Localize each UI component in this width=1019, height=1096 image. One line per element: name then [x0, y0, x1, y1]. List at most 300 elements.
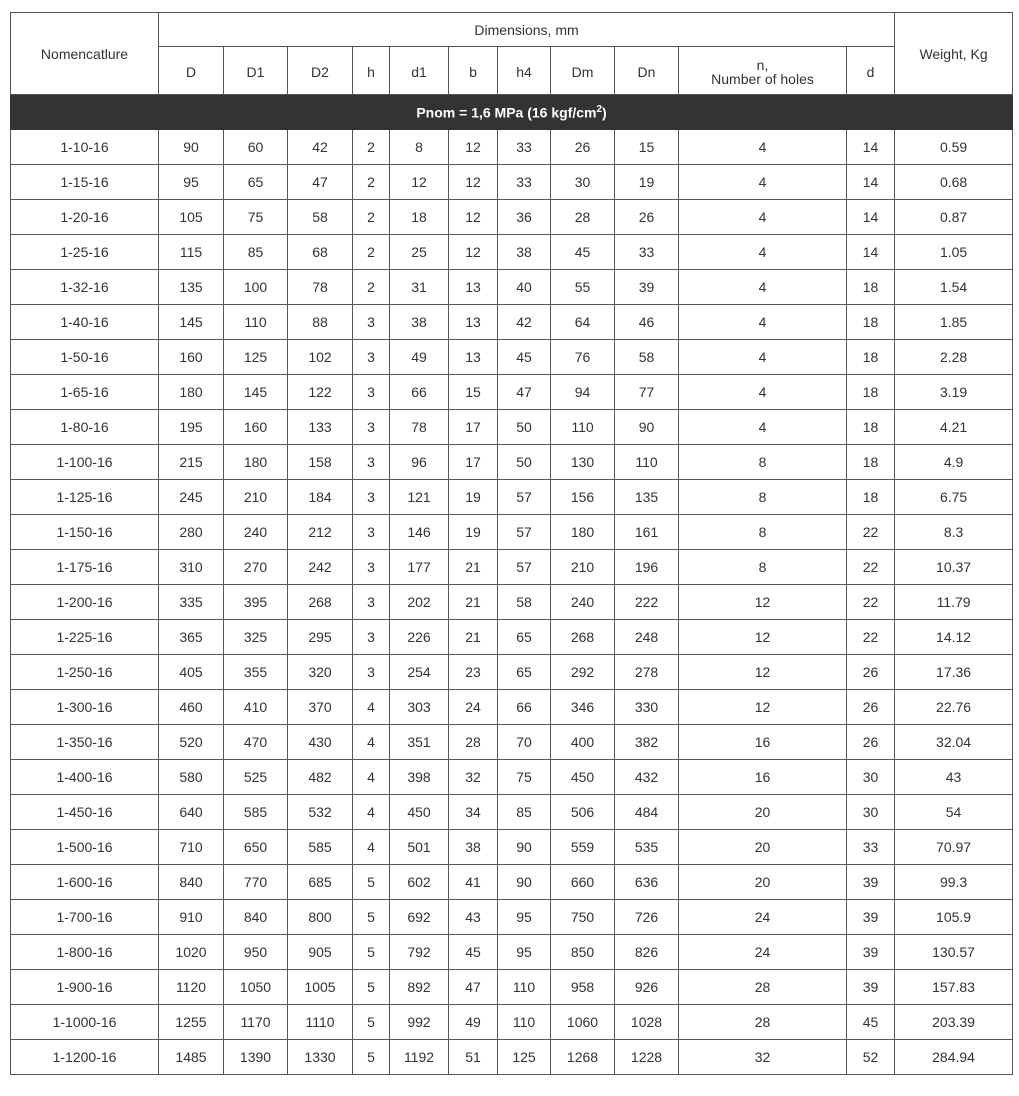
cell-b: 21 — [449, 550, 498, 585]
cell-nomenclature: 1-700-16 — [11, 900, 159, 935]
cell-D2: 1330 — [288, 1040, 353, 1075]
pressure-label-superscript: 2 — [596, 103, 603, 115]
cell-Dn: 19 — [615, 165, 679, 200]
cell-b: 19 — [449, 480, 498, 515]
col-header-Dn: Dn — [615, 47, 679, 95]
cell-weight: 14.12 — [895, 620, 1013, 655]
cell-Dm: 30 — [551, 165, 615, 200]
cell-nomenclature: 1-125-16 — [11, 480, 159, 515]
cell-h: 2 — [353, 130, 390, 165]
cell-D: 160 — [159, 340, 224, 375]
cell-D1: 770 — [224, 865, 288, 900]
table-row — [11, 375, 1013, 410]
table-row — [11, 515, 1013, 550]
cell-d: 18 — [847, 270, 895, 305]
cell-number-of-holes: 24 — [679, 900, 847, 935]
cell-d: 39 — [847, 865, 895, 900]
cell-b: 12 — [449, 200, 498, 235]
cell-h: 5 — [353, 1040, 390, 1075]
cell-d1: 602 — [390, 865, 449, 900]
cell-number-of-holes: 16 — [679, 725, 847, 760]
cell-Dn: 77 — [615, 375, 679, 410]
cell-b: 19 — [449, 515, 498, 550]
cell-Dm: 750 — [551, 900, 615, 935]
cell-nomenclature: 1-250-16 — [11, 655, 159, 690]
cell-D2: 212 — [288, 515, 353, 550]
cell-Dm: 346 — [551, 690, 615, 725]
cell-b: 41 — [449, 865, 498, 900]
cell-nomenclature: 1-1200-16 — [11, 1040, 159, 1075]
cell-D2: 42 — [288, 130, 353, 165]
table-row — [11, 305, 1013, 340]
cell-h: 3 — [353, 340, 390, 375]
cell-weight: 54 — [895, 795, 1013, 830]
cell-b: 12 — [449, 130, 498, 165]
table-row — [11, 655, 1013, 690]
cell-D1: 1050 — [224, 970, 288, 1005]
cell-d1: 450 — [390, 795, 449, 830]
cell-weight: 70.97 — [895, 830, 1013, 865]
cell-D2: 585 — [288, 830, 353, 865]
cell-D2: 430 — [288, 725, 353, 760]
cell-Dn: 196 — [615, 550, 679, 585]
table-row — [11, 1005, 1013, 1040]
cell-D: 105 — [159, 200, 224, 235]
cell-d1: 992 — [390, 1005, 449, 1040]
cell-h4: 57 — [498, 515, 551, 550]
cell-number-of-holes: 8 — [679, 515, 847, 550]
cell-h4: 85 — [498, 795, 551, 830]
cell-d1: 66 — [390, 375, 449, 410]
cell-weight: 130.57 — [895, 935, 1013, 970]
col-header-Dm: Dm — [551, 47, 615, 95]
table-row — [11, 445, 1013, 480]
cell-d1: 226 — [390, 620, 449, 655]
cell-number-of-holes: 4 — [679, 375, 847, 410]
cell-b: 28 — [449, 725, 498, 760]
cell-weight: 99.3 — [895, 865, 1013, 900]
cell-D2: 184 — [288, 480, 353, 515]
cell-number-of-holes: 20 — [679, 795, 847, 830]
cell-Dm: 64 — [551, 305, 615, 340]
cell-d1: 78 — [390, 410, 449, 445]
col-header-d: d — [847, 47, 895, 95]
cell-nomenclature: 1-200-16 — [11, 585, 159, 620]
cell-weight: 1.05 — [895, 235, 1013, 270]
cell-d: 22 — [847, 620, 895, 655]
table-row — [11, 830, 1013, 865]
cell-D1: 145 — [224, 375, 288, 410]
cell-weight: 0.68 — [895, 165, 1013, 200]
cell-Dn: 636 — [615, 865, 679, 900]
cell-D2: 242 — [288, 550, 353, 585]
cell-h: 5 — [353, 865, 390, 900]
col-header-D1: D1 — [224, 47, 288, 95]
cell-D1: 950 — [224, 935, 288, 970]
cell-d: 26 — [847, 690, 895, 725]
cell-nomenclature: 1-800-16 — [11, 935, 159, 970]
cell-number-of-holes: 8 — [679, 480, 847, 515]
table-row — [11, 690, 1013, 725]
cell-Dn: 222 — [615, 585, 679, 620]
cell-Dm: 559 — [551, 830, 615, 865]
cell-Dn: 926 — [615, 970, 679, 1005]
cell-d: 26 — [847, 655, 895, 690]
cell-h4: 58 — [498, 585, 551, 620]
cell-nomenclature: 1-350-16 — [11, 725, 159, 760]
cell-d: 52 — [847, 1040, 895, 1075]
cell-D2: 800 — [288, 900, 353, 935]
cell-weight: 8.3 — [895, 515, 1013, 550]
cell-h: 2 — [353, 200, 390, 235]
cell-nomenclature: 1-20-16 — [11, 200, 159, 235]
cell-Dn: 33 — [615, 235, 679, 270]
cell-D: 910 — [159, 900, 224, 935]
cell-D: 180 — [159, 375, 224, 410]
cell-D: 115 — [159, 235, 224, 270]
cell-h4: 95 — [498, 900, 551, 935]
cell-h: 3 — [353, 480, 390, 515]
cell-b: 23 — [449, 655, 498, 690]
cell-weight: 4.21 — [895, 410, 1013, 445]
table-row — [11, 900, 1013, 935]
cell-h4: 47 — [498, 375, 551, 410]
col-header-number-of-holes — [679, 47, 847, 95]
cell-h4: 110 — [498, 1005, 551, 1040]
cell-weight: 284.94 — [895, 1040, 1013, 1075]
cell-h: 2 — [353, 235, 390, 270]
cell-D: 365 — [159, 620, 224, 655]
cell-D1: 355 — [224, 655, 288, 690]
cell-b: 45 — [449, 935, 498, 970]
cell-d1: 25 — [390, 235, 449, 270]
table-row — [11, 410, 1013, 445]
col-header-d1: d1 — [390, 47, 449, 95]
cell-Dn: 135 — [615, 480, 679, 515]
dimensions-group-header: Dimensions, mm — [159, 13, 895, 47]
cell-D: 95 — [159, 165, 224, 200]
cell-h4: 40 — [498, 270, 551, 305]
cell-D2: 1005 — [288, 970, 353, 1005]
cell-d: 18 — [847, 410, 895, 445]
table-row — [11, 130, 1013, 165]
cell-Dm: 156 — [551, 480, 615, 515]
flange-dimensions-table — [10, 12, 1013, 1075]
table-row — [11, 480, 1013, 515]
cell-D: 710 — [159, 830, 224, 865]
cell-Dn: 58 — [615, 340, 679, 375]
table-row — [11, 340, 1013, 375]
cell-h4: 65 — [498, 620, 551, 655]
cell-d1: 501 — [390, 830, 449, 865]
cell-d: 39 — [847, 970, 895, 1005]
pressure-label: Pnom = 1,6 MPa (16 kgf/cm — [416, 104, 597, 121]
cell-h4: 50 — [498, 410, 551, 445]
cell-d1: 49 — [390, 340, 449, 375]
cell-weight: 43 — [895, 760, 1013, 795]
cell-nomenclature: 1-300-16 — [11, 690, 159, 725]
cell-Dn: 826 — [615, 935, 679, 970]
cell-d1: 351 — [390, 725, 449, 760]
cell-h4: 57 — [498, 480, 551, 515]
cell-Dn: 26 — [615, 200, 679, 235]
cell-D1: 270 — [224, 550, 288, 585]
cell-Dm: 292 — [551, 655, 615, 690]
cell-nomenclature: 1-450-16 — [11, 795, 159, 830]
cell-d: 18 — [847, 305, 895, 340]
cell-Dn: 726 — [615, 900, 679, 935]
cell-number-of-holes: 12 — [679, 585, 847, 620]
n-label: n, — [756, 56, 769, 73]
cell-weight: 2.28 — [895, 340, 1013, 375]
cell-h4: 125 — [498, 1040, 551, 1075]
cell-number-of-holes: 4 — [679, 200, 847, 235]
cell-nomenclature: 1-50-16 — [11, 340, 159, 375]
cell-D1: 410 — [224, 690, 288, 725]
cell-D2: 158 — [288, 445, 353, 480]
cell-number-of-holes: 4 — [679, 340, 847, 375]
cell-h: 5 — [353, 935, 390, 970]
table-row — [11, 760, 1013, 795]
cell-Dn: 161 — [615, 515, 679, 550]
cell-d1: 12 — [390, 165, 449, 200]
cell-d: 18 — [847, 445, 895, 480]
cell-h: 3 — [353, 655, 390, 690]
cell-D2: 47 — [288, 165, 353, 200]
table-body — [11, 130, 1013, 1075]
cell-d: 22 — [847, 585, 895, 620]
cell-d: 30 — [847, 795, 895, 830]
cell-h4: 95 — [498, 935, 551, 970]
cell-D1: 65 — [224, 165, 288, 200]
cell-h4: 110 — [498, 970, 551, 1005]
cell-D: 405 — [159, 655, 224, 690]
weight-header: Weight, Kg — [895, 13, 1013, 95]
cell-number-of-holes: 4 — [679, 130, 847, 165]
cell-d1: 31 — [390, 270, 449, 305]
cell-weight: 0.87 — [895, 200, 1013, 235]
cell-h4: 50 — [498, 445, 551, 480]
cell-nomenclature: 1-400-16 — [11, 760, 159, 795]
cell-d: 45 — [847, 1005, 895, 1040]
cell-b: 38 — [449, 830, 498, 865]
table-row — [11, 1040, 1013, 1075]
cell-Dm: 55 — [551, 270, 615, 305]
cell-Dm: 94 — [551, 375, 615, 410]
cell-d: 18 — [847, 480, 895, 515]
cell-number-of-holes: 4 — [679, 235, 847, 270]
cell-D1: 470 — [224, 725, 288, 760]
cell-Dm: 110 — [551, 410, 615, 445]
cell-D1: 110 — [224, 305, 288, 340]
cell-nomenclature: 1-25-16 — [11, 235, 159, 270]
pressure-section-banner — [11, 95, 1013, 130]
number-of-holes-label: Number of holes — [711, 70, 814, 87]
cell-h: 3 — [353, 620, 390, 655]
cell-D2: 88 — [288, 305, 353, 340]
cell-D: 520 — [159, 725, 224, 760]
cell-d1: 146 — [390, 515, 449, 550]
cell-d1: 692 — [390, 900, 449, 935]
cell-d: 33 — [847, 830, 895, 865]
cell-d1: 254 — [390, 655, 449, 690]
cell-D1: 180 — [224, 445, 288, 480]
cell-D2: 122 — [288, 375, 353, 410]
col-header-D2: D2 — [288, 47, 353, 95]
cell-h: 5 — [353, 900, 390, 935]
cell-h4: 42 — [498, 305, 551, 340]
cell-D2: 78 — [288, 270, 353, 305]
cell-D: 580 — [159, 760, 224, 795]
cell-D1: 585 — [224, 795, 288, 830]
table-row — [11, 725, 1013, 760]
cell-h: 3 — [353, 375, 390, 410]
cell-Dn: 90 — [615, 410, 679, 445]
col-header-h: h — [353, 47, 390, 95]
cell-D1: 160 — [224, 410, 288, 445]
cell-weight: 10.37 — [895, 550, 1013, 585]
cell-d: 22 — [847, 515, 895, 550]
cell-b: 15 — [449, 375, 498, 410]
cell-D: 280 — [159, 515, 224, 550]
cell-Dn: 432 — [615, 760, 679, 795]
cell-D2: 102 — [288, 340, 353, 375]
cell-d1: 398 — [390, 760, 449, 795]
cell-b: 24 — [449, 690, 498, 725]
cell-D: 215 — [159, 445, 224, 480]
cell-b: 34 — [449, 795, 498, 830]
cell-h4: 45 — [498, 340, 551, 375]
cell-Dn: 39 — [615, 270, 679, 305]
cell-Dn: 535 — [615, 830, 679, 865]
cell-d1: 792 — [390, 935, 449, 970]
cell-D: 245 — [159, 480, 224, 515]
cell-D2: 268 — [288, 585, 353, 620]
cell-weight: 105.9 — [895, 900, 1013, 935]
cell-Dm: 26 — [551, 130, 615, 165]
cell-D1: 840 — [224, 900, 288, 935]
cell-d: 22 — [847, 550, 895, 585]
cell-Dm: 130 — [551, 445, 615, 480]
cell-b: 21 — [449, 585, 498, 620]
cell-D1: 60 — [224, 130, 288, 165]
cell-number-of-holes: 12 — [679, 655, 847, 690]
cell-h4: 38 — [498, 235, 551, 270]
cell-D2: 295 — [288, 620, 353, 655]
cell-D2: 905 — [288, 935, 353, 970]
cell-b: 17 — [449, 410, 498, 445]
cell-b: 12 — [449, 235, 498, 270]
cell-D: 1485 — [159, 1040, 224, 1075]
cell-h: 4 — [353, 690, 390, 725]
cell-D1: 85 — [224, 235, 288, 270]
cell-h4: 90 — [498, 830, 551, 865]
cell-b: 49 — [449, 1005, 498, 1040]
cell-weight: 0.59 — [895, 130, 1013, 165]
cell-h: 3 — [353, 550, 390, 585]
cell-d1: 202 — [390, 585, 449, 620]
cell-Dn: 484 — [615, 795, 679, 830]
cell-h4: 33 — [498, 165, 551, 200]
cell-D2: 370 — [288, 690, 353, 725]
cell-b: 32 — [449, 760, 498, 795]
cell-Dm: 850 — [551, 935, 615, 970]
cell-Dm: 1060 — [551, 1005, 615, 1040]
cell-number-of-holes: 12 — [679, 620, 847, 655]
cell-weight: 157.83 — [895, 970, 1013, 1005]
cell-D: 1255 — [159, 1005, 224, 1040]
table-row — [11, 200, 1013, 235]
cell-number-of-holes: 12 — [679, 690, 847, 725]
table-header — [11, 13, 1013, 95]
cell-d: 18 — [847, 340, 895, 375]
cell-D1: 75 — [224, 200, 288, 235]
cell-Dn: 278 — [615, 655, 679, 690]
cell-D: 460 — [159, 690, 224, 725]
cell-weight: 203.39 — [895, 1005, 1013, 1040]
table-row — [11, 235, 1013, 270]
cell-h: 4 — [353, 760, 390, 795]
cell-D1: 325 — [224, 620, 288, 655]
cell-b: 13 — [449, 340, 498, 375]
cell-h4: 66 — [498, 690, 551, 725]
cell-D: 1120 — [159, 970, 224, 1005]
cell-Dm: 210 — [551, 550, 615, 585]
cell-h: 2 — [353, 165, 390, 200]
cell-Dm: 506 — [551, 795, 615, 830]
cell-Dm: 1268 — [551, 1040, 615, 1075]
cell-weight: 3.19 — [895, 375, 1013, 410]
cell-d: 26 — [847, 725, 895, 760]
cell-h4: 33 — [498, 130, 551, 165]
cell-weight: 4.9 — [895, 445, 1013, 480]
cell-Dn: 110 — [615, 445, 679, 480]
cell-nomenclature: 1-150-16 — [11, 515, 159, 550]
cell-d: 18 — [847, 375, 895, 410]
cell-number-of-holes: 4 — [679, 410, 847, 445]
cell-d1: 38 — [390, 305, 449, 340]
cell-d1: 892 — [390, 970, 449, 1005]
cell-d: 39 — [847, 935, 895, 970]
cell-h: 4 — [353, 725, 390, 760]
cell-D: 145 — [159, 305, 224, 340]
cell-weight: 6.75 — [895, 480, 1013, 515]
pressure-label-end: ) — [602, 104, 607, 121]
table-row — [11, 935, 1013, 970]
cell-Dn: 46 — [615, 305, 679, 340]
cell-b: 51 — [449, 1040, 498, 1075]
nomenclature-header: Nomencatlure — [11, 13, 159, 95]
cell-d: 39 — [847, 900, 895, 935]
cell-Dm: 240 — [551, 585, 615, 620]
cell-d1: 121 — [390, 480, 449, 515]
table-row — [11, 585, 1013, 620]
cell-Dm: 268 — [551, 620, 615, 655]
cell-number-of-holes: 4 — [679, 270, 847, 305]
cell-D: 335 — [159, 585, 224, 620]
cell-h: 5 — [353, 1005, 390, 1040]
col-header-D: D — [159, 47, 224, 95]
cell-number-of-holes: 24 — [679, 935, 847, 970]
cell-weight: 32.04 — [895, 725, 1013, 760]
cell-b: 13 — [449, 305, 498, 340]
cell-d: 30 — [847, 760, 895, 795]
cell-h: 3 — [353, 585, 390, 620]
cell-Dm: 45 — [551, 235, 615, 270]
cell-Dm: 180 — [551, 515, 615, 550]
cell-h4: 57 — [498, 550, 551, 585]
cell-nomenclature: 1-100-16 — [11, 445, 159, 480]
